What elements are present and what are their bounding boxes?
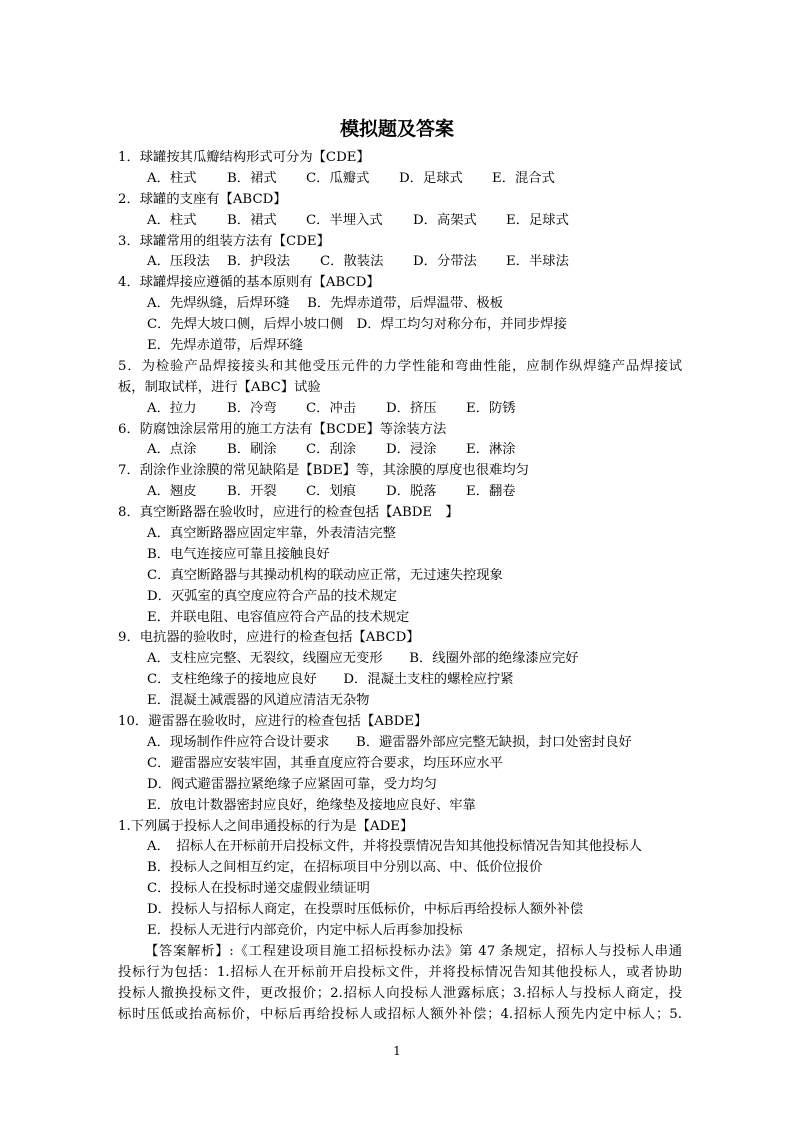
option-item: C．刮涂 <box>306 442 357 458</box>
paragraph-line: 5．为检验产品焊接接头和其他受压元件的力学性能和弯曲性能，应制作纵焊缝产品焊接试 <box>118 358 682 374</box>
question-line: 4．球罐焊接应遵循的基本原则有【ABCD】 <box>118 275 380 291</box>
option-item: E．淋涂 <box>466 442 516 458</box>
answer-analysis-line: 【答案解析】:《工程建设项目施工招标投标办法》第 47 条规定，招标人与投标人串通 <box>145 943 682 959</box>
option-row <box>118 252 682 273</box>
question-line: 10．避雷器在验收时，应进行的检查包括【ABDE】 <box>118 714 428 730</box>
option-row <box>118 440 682 461</box>
option-row <box>118 482 682 503</box>
question-line: 8．真空断路器在验收时，应进行的检查包括【ABDE 】 <box>118 505 459 521</box>
option-item: A．点涂 <box>147 442 197 458</box>
option-item: C．瓜瓣式 <box>306 170 370 186</box>
question-line: 1.下列属于投标人之间串通投标的行为是【ADE】 <box>118 818 414 834</box>
option-item: D．足球式 <box>399 170 463 186</box>
option-item: B．裙式 <box>227 212 277 228</box>
option-line: B．投标人之间相互约定，在招标项目中分别以高、中、低价位报价 <box>147 860 543 876</box>
option-line: A．支柱应完整、无裂纹，线圈应无变形 B．线圈外部的绝缘漆应完好 <box>147 651 579 667</box>
option-line: E．先焊赤道带，后焊环缝 <box>147 338 303 354</box>
option-item: E．足球式 <box>506 212 569 228</box>
question-line: 2．球罐的支座有【ABCD】 <box>118 191 287 207</box>
question-line: 7．刮涂作业涂膜的常见缺陷是【BDE】等，其涂膜的厚度也很难均匀 <box>118 463 529 479</box>
option-line: C．投标人在投标时递交虚假业绩证明 <box>147 881 370 897</box>
page-number: 1 <box>393 1044 401 1058</box>
option-item: A．柱式 <box>147 212 197 228</box>
option-line: B．电气连接应可靠且接触良好 <box>147 546 330 562</box>
option-item: A．拉力 <box>147 400 197 416</box>
option-line: A． 招标人在开标前开启投标文件，并将投票情况告知其他投标情况告知其他投标人 <box>147 839 642 855</box>
option-row <box>118 211 682 232</box>
option-item: B．护段法 <box>227 254 290 270</box>
paragraph-line: 投标行为包括：1.招标人在开标前开启投标文件，并将投标情况告知其他投标人，或者协助 <box>118 964 682 980</box>
option-item: C．划痕 <box>306 484 357 500</box>
option-line: C．真空断路器与其操动机构的联动应正常，无过速失控现象 <box>147 567 503 583</box>
option-line: A．真空断路器应固定牢靠，外表清洁完整 <box>147 526 396 542</box>
option-line: C．支柱绝缘子的接地应良好 D．混凝土支柱的螺栓应拧紧 <box>147 672 514 688</box>
option-line: E．放电计数器密封应良好，绝缘垫及接地应良好、牢靠 <box>147 797 476 813</box>
question-line: 1．球罐按其瓜瓣结构形式可分为【CDE】 <box>118 150 370 165</box>
option-item: D．浸涂 <box>386 442 437 458</box>
option-line: D．灭弧室的真空度应符合产品的技术规定 <box>147 588 398 604</box>
option-line: D．阀式避雷器拉紧绝缘子应紧固可靠，受力均匀 <box>147 776 437 792</box>
option-item: A．翘皮 <box>147 484 197 500</box>
option-line: A．先焊纵缝，后焊环缝 B．先焊赤道带，后焊温带、极板 <box>147 296 504 312</box>
question-line: 3．球罐常用的组装方法有【CDE】 <box>118 233 330 249</box>
option-item: E．半球法 <box>506 254 569 270</box>
option-line: E．并联电阻、电容值应符合产品的技术规定 <box>147 609 410 625</box>
option-line: E．投标人无进行内部竞价，内定中标人后再参加投标 <box>147 922 463 938</box>
option-item: B．开裂 <box>227 484 277 500</box>
option-item: D．挤压 <box>386 400 437 416</box>
option-line: C．先焊大坡口侧，后焊小坡口侧 D．焊工均匀对称分布，并同步焊接 <box>147 317 567 333</box>
option-item: D．分带法 <box>413 254 477 270</box>
option-item: B．冷弯 <box>227 400 277 416</box>
option-item: D．高架式 <box>413 212 477 228</box>
option-item: B．刷涂 <box>227 442 277 458</box>
option-item: B．裙式 <box>227 170 277 186</box>
option-item: C．冲击 <box>306 400 357 416</box>
option-line: E．混凝土减震器的风道应清洁无杂物 <box>147 693 370 709</box>
document-body <box>118 148 682 1025</box>
paragraph-line: 标时压低或抬高标价，中标后再给投标人或招标人额外补偿；4.招标人预先内定中标人；5. <box>118 1006 682 1022</box>
option-item: C．散装法 <box>320 254 384 270</box>
option-item: A．柱式 <box>147 170 197 186</box>
option-item: A．压段法 <box>147 254 210 270</box>
page-title: 模拟题及答案 <box>339 118 454 140</box>
question-line: 板，制取试样，进行【ABC】试验 <box>118 379 321 395</box>
question-line: 6．防腐蚀涂层常用的施工方法有【BCDE】等涂装方法 <box>118 421 447 437</box>
option-line: A．现场制作件应符合设计要求 B．避雷器外部应完整无缺损，封口处密封良好 <box>147 734 632 750</box>
option-row <box>118 169 682 190</box>
option-item: C．半埋入式 <box>306 212 383 228</box>
option-line: D．投标人与招标人商定，在投票时压低标价，中标后再给投标人额外补偿 <box>147 902 584 918</box>
option-item: E．防锈 <box>466 400 516 416</box>
option-row <box>118 399 682 420</box>
option-line: C．避雷器应安装牢固，其垂直度应符合要求，均压环应水平 <box>147 755 503 771</box>
option-item: E．翻卷 <box>466 484 516 500</box>
paragraph-line: 投标人撤换投标文件，更改报价；2.招标人向投标人泄露标底；3.招标人与投标人商定，投 <box>118 985 682 1001</box>
question-line: 9．电抗器的验收时，应进行的检查包括【ABCD】 <box>118 630 420 646</box>
option-item: E．混合式 <box>492 170 555 186</box>
option-item: D．脱落 <box>386 484 437 500</box>
